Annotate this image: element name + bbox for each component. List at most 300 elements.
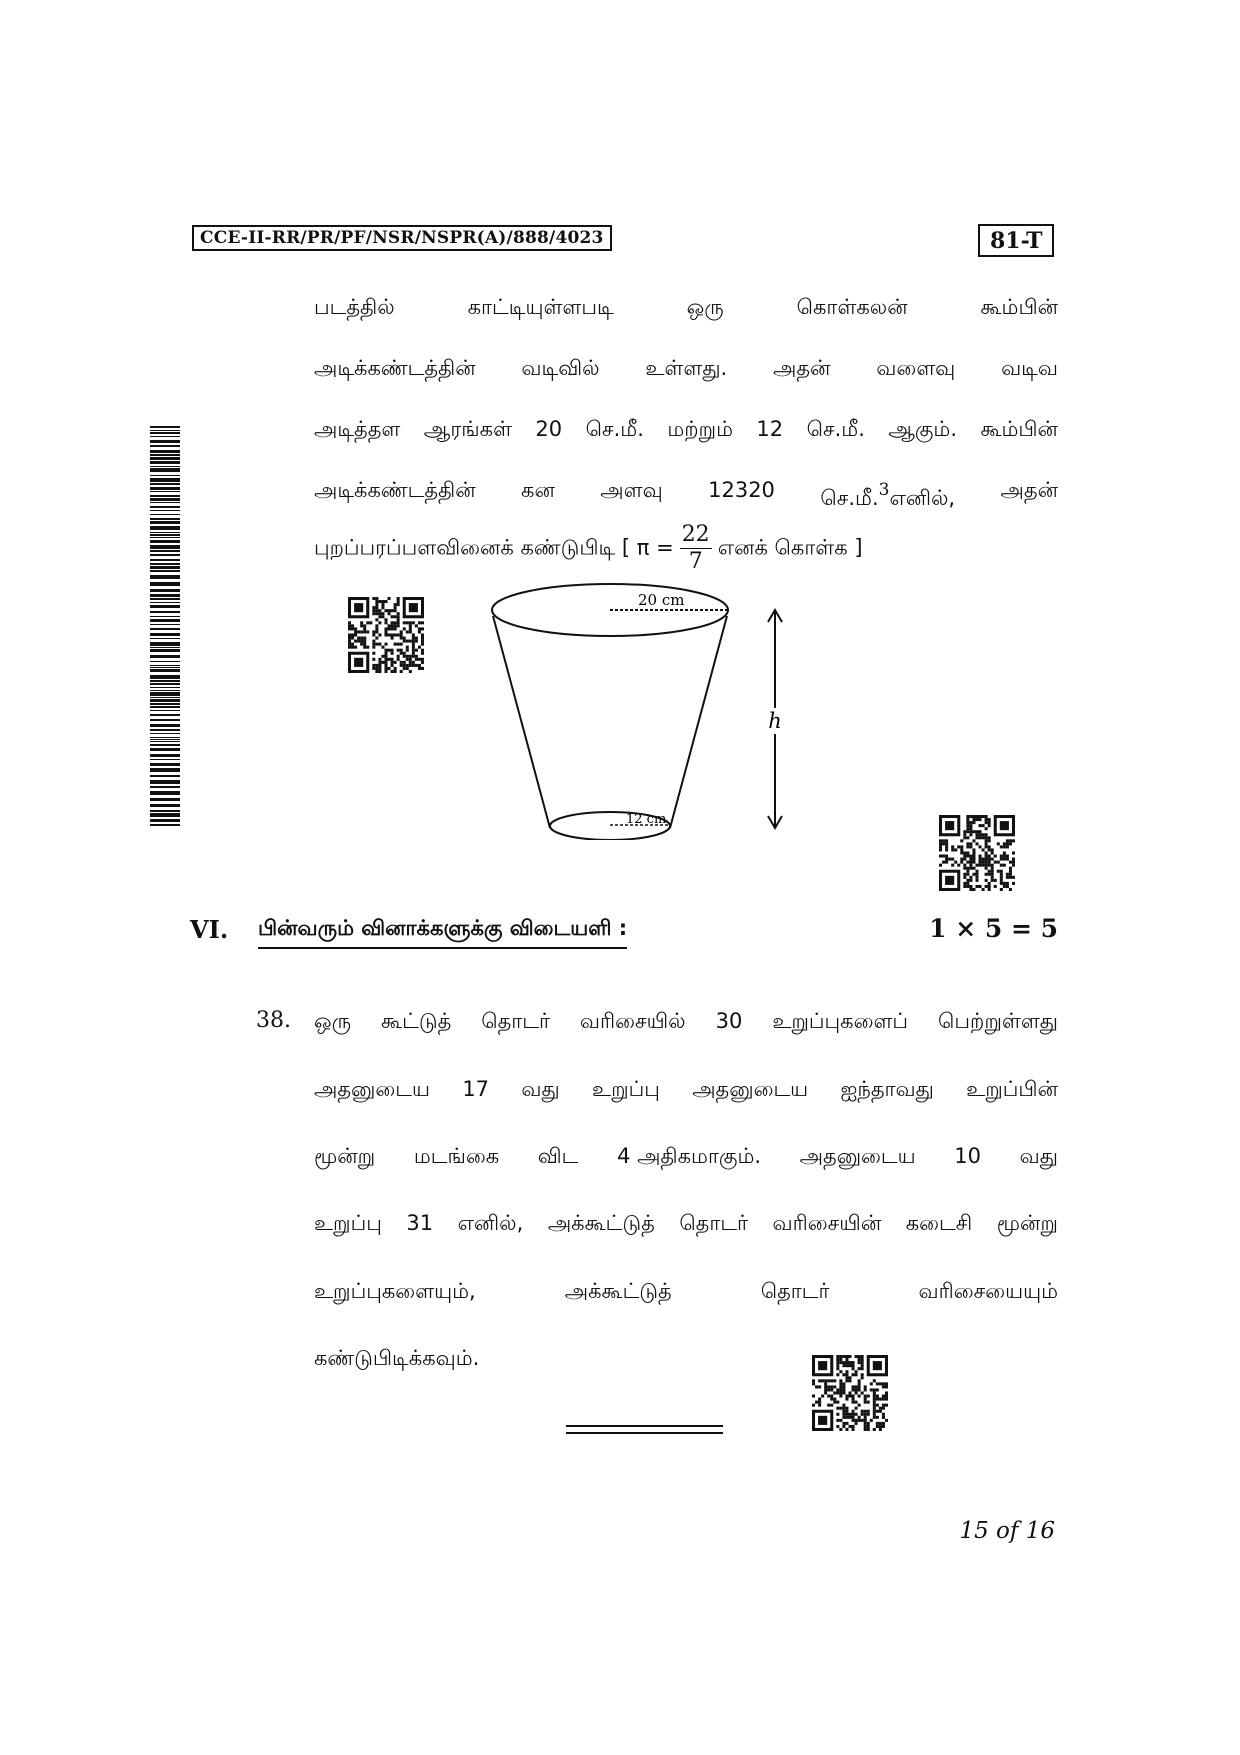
- qr-module: [885, 1385, 888, 1388]
- barcode-bar: [150, 739, 180, 740]
- barcode-bar: [150, 466, 180, 467]
- word: உறுப்பு: [592, 1077, 660, 1101]
- qr-module: [982, 888, 985, 891]
- barcode-bar: [150, 426, 180, 428]
- qr-module: [375, 606, 378, 609]
- qr-module: [821, 1395, 824, 1398]
- qr-module: [1009, 873, 1012, 876]
- qr-module: [418, 646, 421, 649]
- qr-module: [836, 1413, 839, 1416]
- barcode-bar: [150, 737, 180, 738]
- qr-module: [855, 1385, 858, 1388]
- qr-module: [372, 643, 375, 646]
- qr-module: [855, 1413, 858, 1416]
- word: 17: [462, 1077, 490, 1101]
- barcode-bar: [150, 748, 180, 751]
- word: அடிக்கண்டத்தின்: [314, 478, 476, 502]
- qr-module: [870, 1382, 873, 1385]
- qr-module: [827, 1404, 830, 1407]
- end-double-rule: [566, 1425, 723, 1434]
- qr-module: [400, 661, 403, 664]
- qr-module: [384, 661, 387, 664]
- qr-module: [975, 879, 978, 882]
- barcode-bar: [150, 540, 180, 543]
- qr-module: [876, 1398, 879, 1401]
- qr-module: [979, 818, 982, 821]
- qr-module: [969, 842, 972, 845]
- paper-code: 81-T: [978, 224, 1054, 257]
- qr-module: [988, 873, 991, 876]
- qr-module: [988, 821, 991, 824]
- word: உறுப்பு: [314, 1211, 382, 1235]
- qr-module: [864, 1425, 867, 1428]
- qr-module: [400, 630, 403, 633]
- qr-module: [876, 1388, 879, 1391]
- qr-module: [403, 667, 406, 670]
- barcode-bar: [150, 780, 180, 784]
- qr-module: [421, 658, 424, 661]
- barcode-bar: [150, 687, 180, 688]
- qr-module: [384, 649, 387, 652]
- qr-module: [418, 658, 421, 661]
- word: ஒரு: [686, 295, 724, 319]
- qr-module: [942, 861, 945, 864]
- qr-module: [879, 1382, 882, 1385]
- qr-module: [882, 1407, 885, 1410]
- qr-module: [397, 618, 400, 621]
- qr-module: [855, 1391, 858, 1394]
- qr-module: [400, 670, 403, 673]
- qr-module: [372, 597, 375, 600]
- qr-module: [1009, 839, 1012, 842]
- qr-module: [963, 830, 966, 833]
- barcode-bar: [150, 824, 180, 826]
- word: ஆரங்கள்: [423, 417, 512, 441]
- qr-module: [855, 1370, 858, 1373]
- qr-module: [858, 1382, 861, 1385]
- q37-line-5-end: எனக் கொள்க ]: [717, 535, 863, 560]
- qr-module: [864, 1395, 867, 1398]
- barcode-bar: [150, 502, 180, 503]
- qr-module: [406, 640, 409, 643]
- qr-module: [858, 1416, 861, 1419]
- qr-module: [357, 630, 360, 633]
- qr-module: [882, 1413, 885, 1416]
- q37-line-5: [314, 522, 863, 575]
- barcode-bar: [150, 703, 180, 705]
- qr-module: [394, 615, 397, 618]
- barcode-bar: [150, 570, 180, 572]
- qr-module: [1012, 864, 1015, 867]
- qr-module: [848, 1379, 851, 1382]
- qr-module: [972, 839, 975, 842]
- word: உறுப்புகளைப்: [772, 1009, 909, 1033]
- qr-module: [942, 839, 945, 842]
- barcode-bar: [150, 667, 180, 668]
- qr-module: [403, 652, 406, 655]
- qr-module: [1000, 855, 1003, 858]
- qr-module: [348, 643, 351, 646]
- qr-module: [363, 630, 366, 633]
- qr-module: [845, 1395, 848, 1398]
- qr-module: [839, 1419, 842, 1422]
- qr-module: [397, 600, 400, 603]
- word: அதன்: [1000, 478, 1058, 502]
- qr-module: [400, 652, 403, 655]
- qr-module: [839, 1395, 842, 1398]
- qr-module: [412, 640, 415, 643]
- qr-module: [985, 821, 988, 824]
- qr-module: [397, 655, 400, 658]
- qr-module: [852, 1410, 855, 1413]
- qr-module: [963, 882, 966, 885]
- barcode-bar: [150, 791, 180, 795]
- qr-module: [945, 821, 954, 830]
- word: வளைவு: [876, 356, 956, 380]
- barcode-bar: [150, 680, 180, 682]
- word: கடைசி: [905, 1211, 973, 1235]
- qr-module: [972, 818, 975, 821]
- qr-module: [818, 1379, 821, 1382]
- barcode-bar: [150, 661, 180, 662]
- qr-module: [969, 858, 972, 861]
- qr-module: [824, 1385, 827, 1388]
- qr-module: [975, 885, 978, 888]
- qr-module: [885, 1404, 888, 1407]
- barcode-bar: [150, 665, 180, 666]
- qr-module: [409, 630, 412, 633]
- q37-line-1: [314, 292, 1058, 322]
- qr-module: [985, 842, 988, 845]
- section-number: VI.: [190, 915, 229, 944]
- qr-module: [945, 839, 948, 842]
- barcode-image: [150, 426, 180, 826]
- qr-module: [397, 612, 400, 615]
- qr-module: [351, 646, 354, 649]
- qr-module: [418, 621, 421, 624]
- word: வது: [1019, 1144, 1058, 1168]
- qr-module: [982, 848, 985, 851]
- barcode-bar: [150, 605, 180, 608]
- qr-module: [994, 861, 997, 864]
- word: அளவு: [600, 478, 663, 502]
- qr-module: [384, 600, 387, 603]
- qr-module: [858, 1358, 861, 1361]
- qr-module: [994, 855, 997, 858]
- barcode-bar: [150, 554, 180, 556]
- word: 4 அதிகமாகும்.: [617, 1144, 762, 1168]
- qr-module: [966, 851, 969, 854]
- qr-module: [966, 821, 969, 824]
- qr-module: [403, 637, 406, 640]
- qr-module: [839, 1391, 842, 1394]
- qr-module: [985, 873, 988, 876]
- qr-module: [409, 658, 412, 661]
- page-number: 15 of 16: [959, 1518, 1055, 1544]
- qr-module: [384, 609, 387, 612]
- qr-module: [975, 864, 978, 867]
- qr-module: [885, 1391, 888, 1394]
- qr-module: [839, 1382, 842, 1385]
- qr-module: [1003, 858, 1006, 861]
- word: கன: [521, 478, 555, 502]
- qr-module: [815, 1401, 818, 1404]
- barcode-bar: [150, 733, 180, 734]
- barcode-bar: [150, 741, 180, 742]
- qr-module: [988, 858, 991, 861]
- qr-module: [391, 649, 394, 652]
- qr-module: [982, 858, 985, 861]
- qr-module: [963, 836, 966, 839]
- qr-module: [979, 833, 982, 836]
- word: படத்தில்: [314, 295, 395, 319]
- barcode-bar: [150, 440, 180, 443]
- qr-module: [969, 864, 972, 867]
- qr-module: [406, 658, 409, 661]
- qr-module: [969, 879, 972, 882]
- barcode-bar: [150, 714, 180, 716]
- qr-module: [384, 658, 387, 661]
- qr-module: [406, 664, 409, 667]
- qr-module: [406, 655, 409, 658]
- barcode-bar: [150, 813, 180, 817]
- qr-module: [861, 1364, 864, 1367]
- qr-module: [375, 612, 378, 615]
- qr-module: [876, 1382, 879, 1385]
- barcode-bar: [150, 819, 180, 822]
- qr-module: [985, 815, 988, 818]
- qr-module: [954, 861, 957, 864]
- qr-module: [966, 836, 969, 839]
- barcode-bar: [150, 518, 180, 520]
- qr-module: [842, 1373, 845, 1376]
- barcode-bar: [150, 457, 180, 460]
- qr-module: [415, 649, 418, 652]
- qr-module: [415, 637, 418, 640]
- qr-module: [988, 888, 991, 891]
- barcode-bar: [150, 719, 180, 721]
- qr-module: [861, 1419, 864, 1422]
- qr-module: [852, 1416, 855, 1419]
- qr-module: [861, 1376, 864, 1379]
- qr-module: [418, 627, 421, 630]
- barcode-bar: [150, 690, 180, 691]
- barcode-bar: [150, 655, 180, 658]
- qr-module: [375, 603, 378, 606]
- qr-module: [845, 1413, 848, 1416]
- qr-module: [848, 1355, 851, 1358]
- qr-module: [879, 1410, 882, 1413]
- qr-module: [867, 1428, 870, 1431]
- qr-module: [979, 858, 982, 861]
- qr-module: [985, 833, 988, 836]
- qr-module: [388, 609, 391, 612]
- qr-module: [415, 640, 418, 643]
- qr-module: [975, 836, 978, 839]
- qr-module: [954, 848, 957, 851]
- word: மடங்கை: [413, 1144, 500, 1168]
- qr-module: [397, 597, 400, 600]
- qr-module: [360, 637, 363, 640]
- qr-module: [873, 1361, 882, 1370]
- qr-module: [812, 1404, 815, 1407]
- qr-module: [354, 630, 357, 633]
- qr-module: [979, 815, 982, 818]
- qr-module: [1003, 864, 1006, 867]
- barcode-bar: [150, 526, 180, 530]
- qr-module: [997, 870, 1000, 873]
- qr-module: [836, 1425, 839, 1428]
- qr-module: [963, 851, 966, 854]
- qr-module: [852, 1428, 855, 1431]
- qr-module: [963, 876, 966, 879]
- qr-module: [876, 1395, 879, 1398]
- qr-module: [1006, 885, 1009, 888]
- qr-module: [375, 597, 378, 600]
- qr-module: [852, 1395, 855, 1398]
- qr-module: [836, 1391, 839, 1394]
- qr-module: [1000, 882, 1003, 885]
- word: அதனுடைய: [692, 1077, 809, 1101]
- qr-module: [363, 627, 366, 630]
- qr-module: [848, 1413, 851, 1416]
- qr-module: [1006, 858, 1009, 861]
- qr-module: [415, 664, 418, 667]
- barcode-bar: [150, 461, 180, 464]
- qr-module: [951, 864, 954, 867]
- qr-module: [418, 630, 421, 633]
- qr-module: [378, 600, 381, 603]
- barcode-bar: [150, 683, 180, 685]
- qr-module: [985, 855, 988, 858]
- qr-module: [818, 1401, 821, 1404]
- qr-module: [1003, 855, 1006, 858]
- qr-module: [400, 633, 403, 636]
- qr-module: [882, 1395, 885, 1398]
- qr-module: [979, 824, 982, 827]
- qr-module: [985, 885, 988, 888]
- qr-module: [388, 627, 391, 630]
- qr-module: [360, 621, 363, 624]
- qr-module: [864, 1388, 867, 1391]
- word: அடித்தள: [314, 417, 401, 441]
- qr-module: [969, 845, 972, 848]
- barcode-bar: [150, 616, 180, 617]
- qr-module: [836, 1364, 839, 1367]
- qr-module: [994, 879, 997, 882]
- qr-module: [388, 624, 391, 627]
- qr-module: [845, 1355, 848, 1358]
- qr-module: [403, 627, 406, 630]
- barcode-bar: [150, 594, 180, 597]
- qr-module: [839, 1355, 842, 1358]
- qr-module: [372, 633, 375, 636]
- qr-module: [852, 1361, 855, 1364]
- word: அக்கூட்டுத்: [564, 1279, 672, 1303]
- qr-module: [848, 1395, 851, 1398]
- qr-module: [852, 1425, 855, 1428]
- barcode-bar: [150, 559, 180, 561]
- qr-module: [391, 615, 394, 618]
- qr-module: [384, 627, 387, 630]
- qr-module: [830, 1398, 833, 1401]
- qr-module: [988, 882, 991, 885]
- qr-module: [836, 1419, 839, 1422]
- qr-module: [827, 1395, 830, 1398]
- barcode-bar: [150, 454, 180, 456]
- question-number: 38.: [256, 1008, 291, 1033]
- qr-module: [867, 1410, 870, 1413]
- qr-module: [873, 1395, 876, 1398]
- qr-module: [957, 845, 960, 848]
- qr-module: [939, 842, 942, 845]
- qr-module: [375, 630, 378, 633]
- qr-module: [864, 1428, 867, 1431]
- qr-module: [858, 1355, 861, 1358]
- qr-module: [836, 1358, 839, 1361]
- barcode-bar: [150, 649, 180, 652]
- qr-module: [348, 624, 351, 627]
- qr-module: [852, 1385, 855, 1388]
- qr-module: [412, 649, 415, 652]
- qr-module: [842, 1382, 845, 1385]
- qr-module: [873, 1428, 876, 1431]
- word: தொடர்: [760, 1279, 830, 1303]
- qr-module: [827, 1385, 830, 1388]
- q38-line-2: [314, 1074, 1058, 1104]
- qr-module: [415, 658, 418, 661]
- qr-module: [1006, 855, 1009, 858]
- qr-module: [852, 1419, 855, 1422]
- barcode-bar: [150, 445, 180, 447]
- qr-module: [375, 667, 378, 670]
- qr-module: [839, 1370, 842, 1373]
- qr-module: [969, 830, 972, 833]
- pi-fraction: [680, 522, 712, 575]
- qr-module: [991, 876, 994, 879]
- qr-module: [879, 1398, 882, 1401]
- qr-module: [391, 609, 394, 612]
- qr-module: [394, 643, 397, 646]
- qr-module: [882, 1404, 885, 1407]
- qr-module: [972, 867, 975, 870]
- qr-module: [397, 643, 400, 646]
- qr-module: [406, 649, 409, 652]
- qr-module: [1003, 885, 1006, 888]
- qr-module: [966, 830, 969, 833]
- qr-module: [991, 867, 994, 870]
- qr-module: [845, 1416, 848, 1419]
- qr-module: [412, 633, 415, 636]
- barcode-bar: [150, 692, 180, 696]
- qr-module: [351, 637, 354, 640]
- exam-code: CCE-II-RR/PR/PF/NSR/NSPR(A)/888/4023: [192, 225, 612, 251]
- qr-module: [939, 839, 942, 842]
- qr-module: [1009, 876, 1012, 879]
- qr-module: [388, 633, 391, 636]
- qr-module: [988, 870, 991, 873]
- qr-module: [942, 842, 945, 845]
- qr-module: [845, 1398, 848, 1401]
- qr-module: [836, 1355, 839, 1358]
- pi-denominator: 7: [688, 549, 703, 574]
- qr-module: [882, 1398, 885, 1401]
- qr-module: [412, 661, 415, 664]
- qr-module: [855, 1373, 858, 1376]
- qr-module: [824, 1388, 827, 1391]
- qr-module: [879, 1422, 882, 1425]
- qr-module: [375, 664, 378, 667]
